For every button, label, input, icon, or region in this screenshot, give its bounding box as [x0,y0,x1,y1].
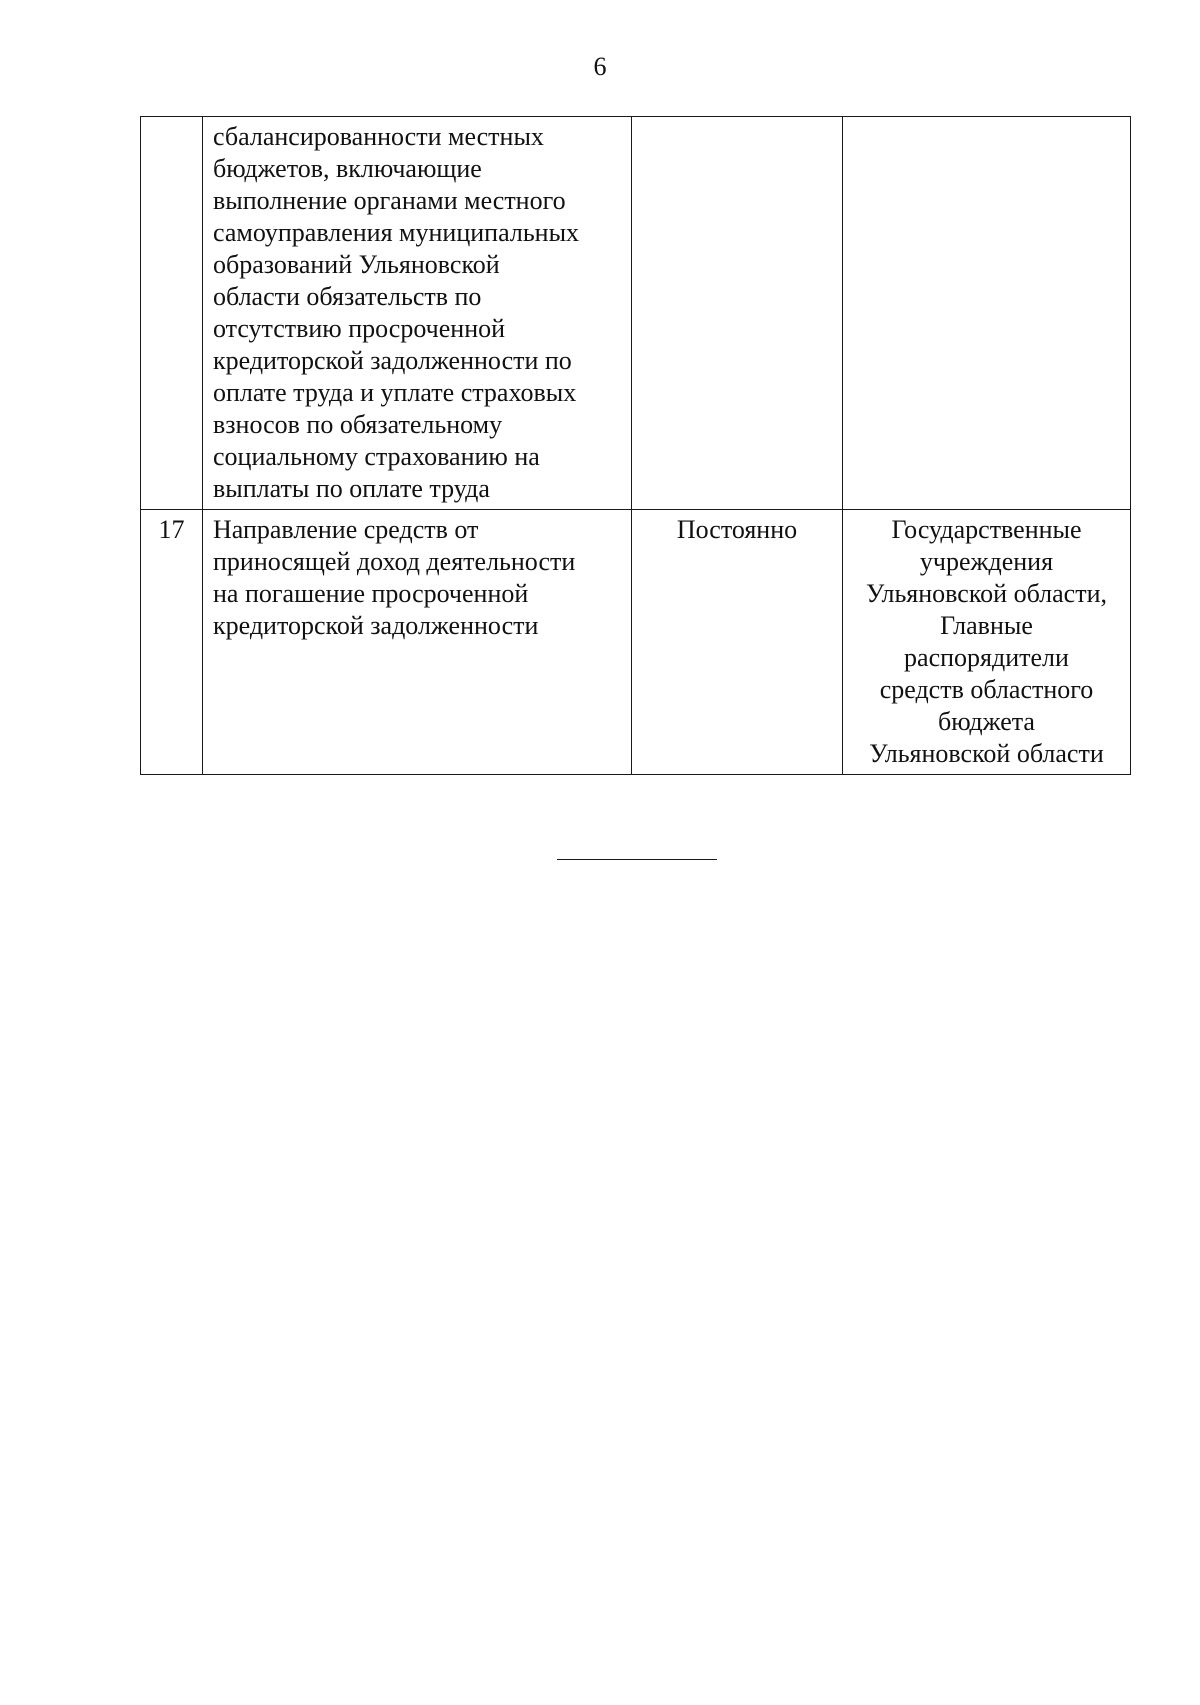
responsible-line: средств областного [879,675,1094,704]
event-line: бюджетов, включающие [213,154,482,183]
event-line: отсутствию просроченной [213,314,506,343]
event-line: образований Ульяновской [213,250,500,279]
responsible-line: Ульяновской области, [866,579,1107,608]
event-line: социальному страхованию на [213,442,540,471]
event-line: самоуправления муниципальных [213,218,580,247]
event-line: кредиторской задолженности [213,611,539,640]
term-cell [632,117,843,510]
event-line: выполнение органами местного [213,186,566,215]
row-number-cell: 17 [141,510,203,775]
responsible-line: Главные [940,611,1033,640]
table-row [141,510,1131,775]
responsible-cell [843,510,1131,775]
event-line: оплате труда и уплате страховых [213,378,577,407]
row-number-cell [141,117,203,510]
term-cell: Постоянно [632,510,843,775]
event-line: области обязательств по [213,282,482,311]
responsible-line: распорядители [904,643,1069,672]
event-line: на погашение просроченной [213,579,529,608]
event-line: Направление средств от [213,515,479,544]
event-cell [203,117,632,510]
page-number: 6 [593,52,607,81]
responsible-line: Государственные [891,515,1082,544]
responsible-line: бюджета [938,707,1035,736]
event-line: сбалансированности местных [213,122,544,151]
event-line: кредиторской задолженности по [213,346,572,375]
responsible-line: Ульяновской области [869,739,1104,768]
responsible-line: учреждения [919,547,1054,576]
measures-table [140,116,1131,775]
end-of-document-rule [557,859,717,860]
event-line: приносящей доход деятельности [213,547,576,576]
table-row [141,117,1131,510]
responsible-cell [843,117,1131,510]
event-line: выплаты по оплате труда [213,474,490,503]
event-line: взносов по обязательному [213,410,503,439]
event-cell [203,510,632,775]
